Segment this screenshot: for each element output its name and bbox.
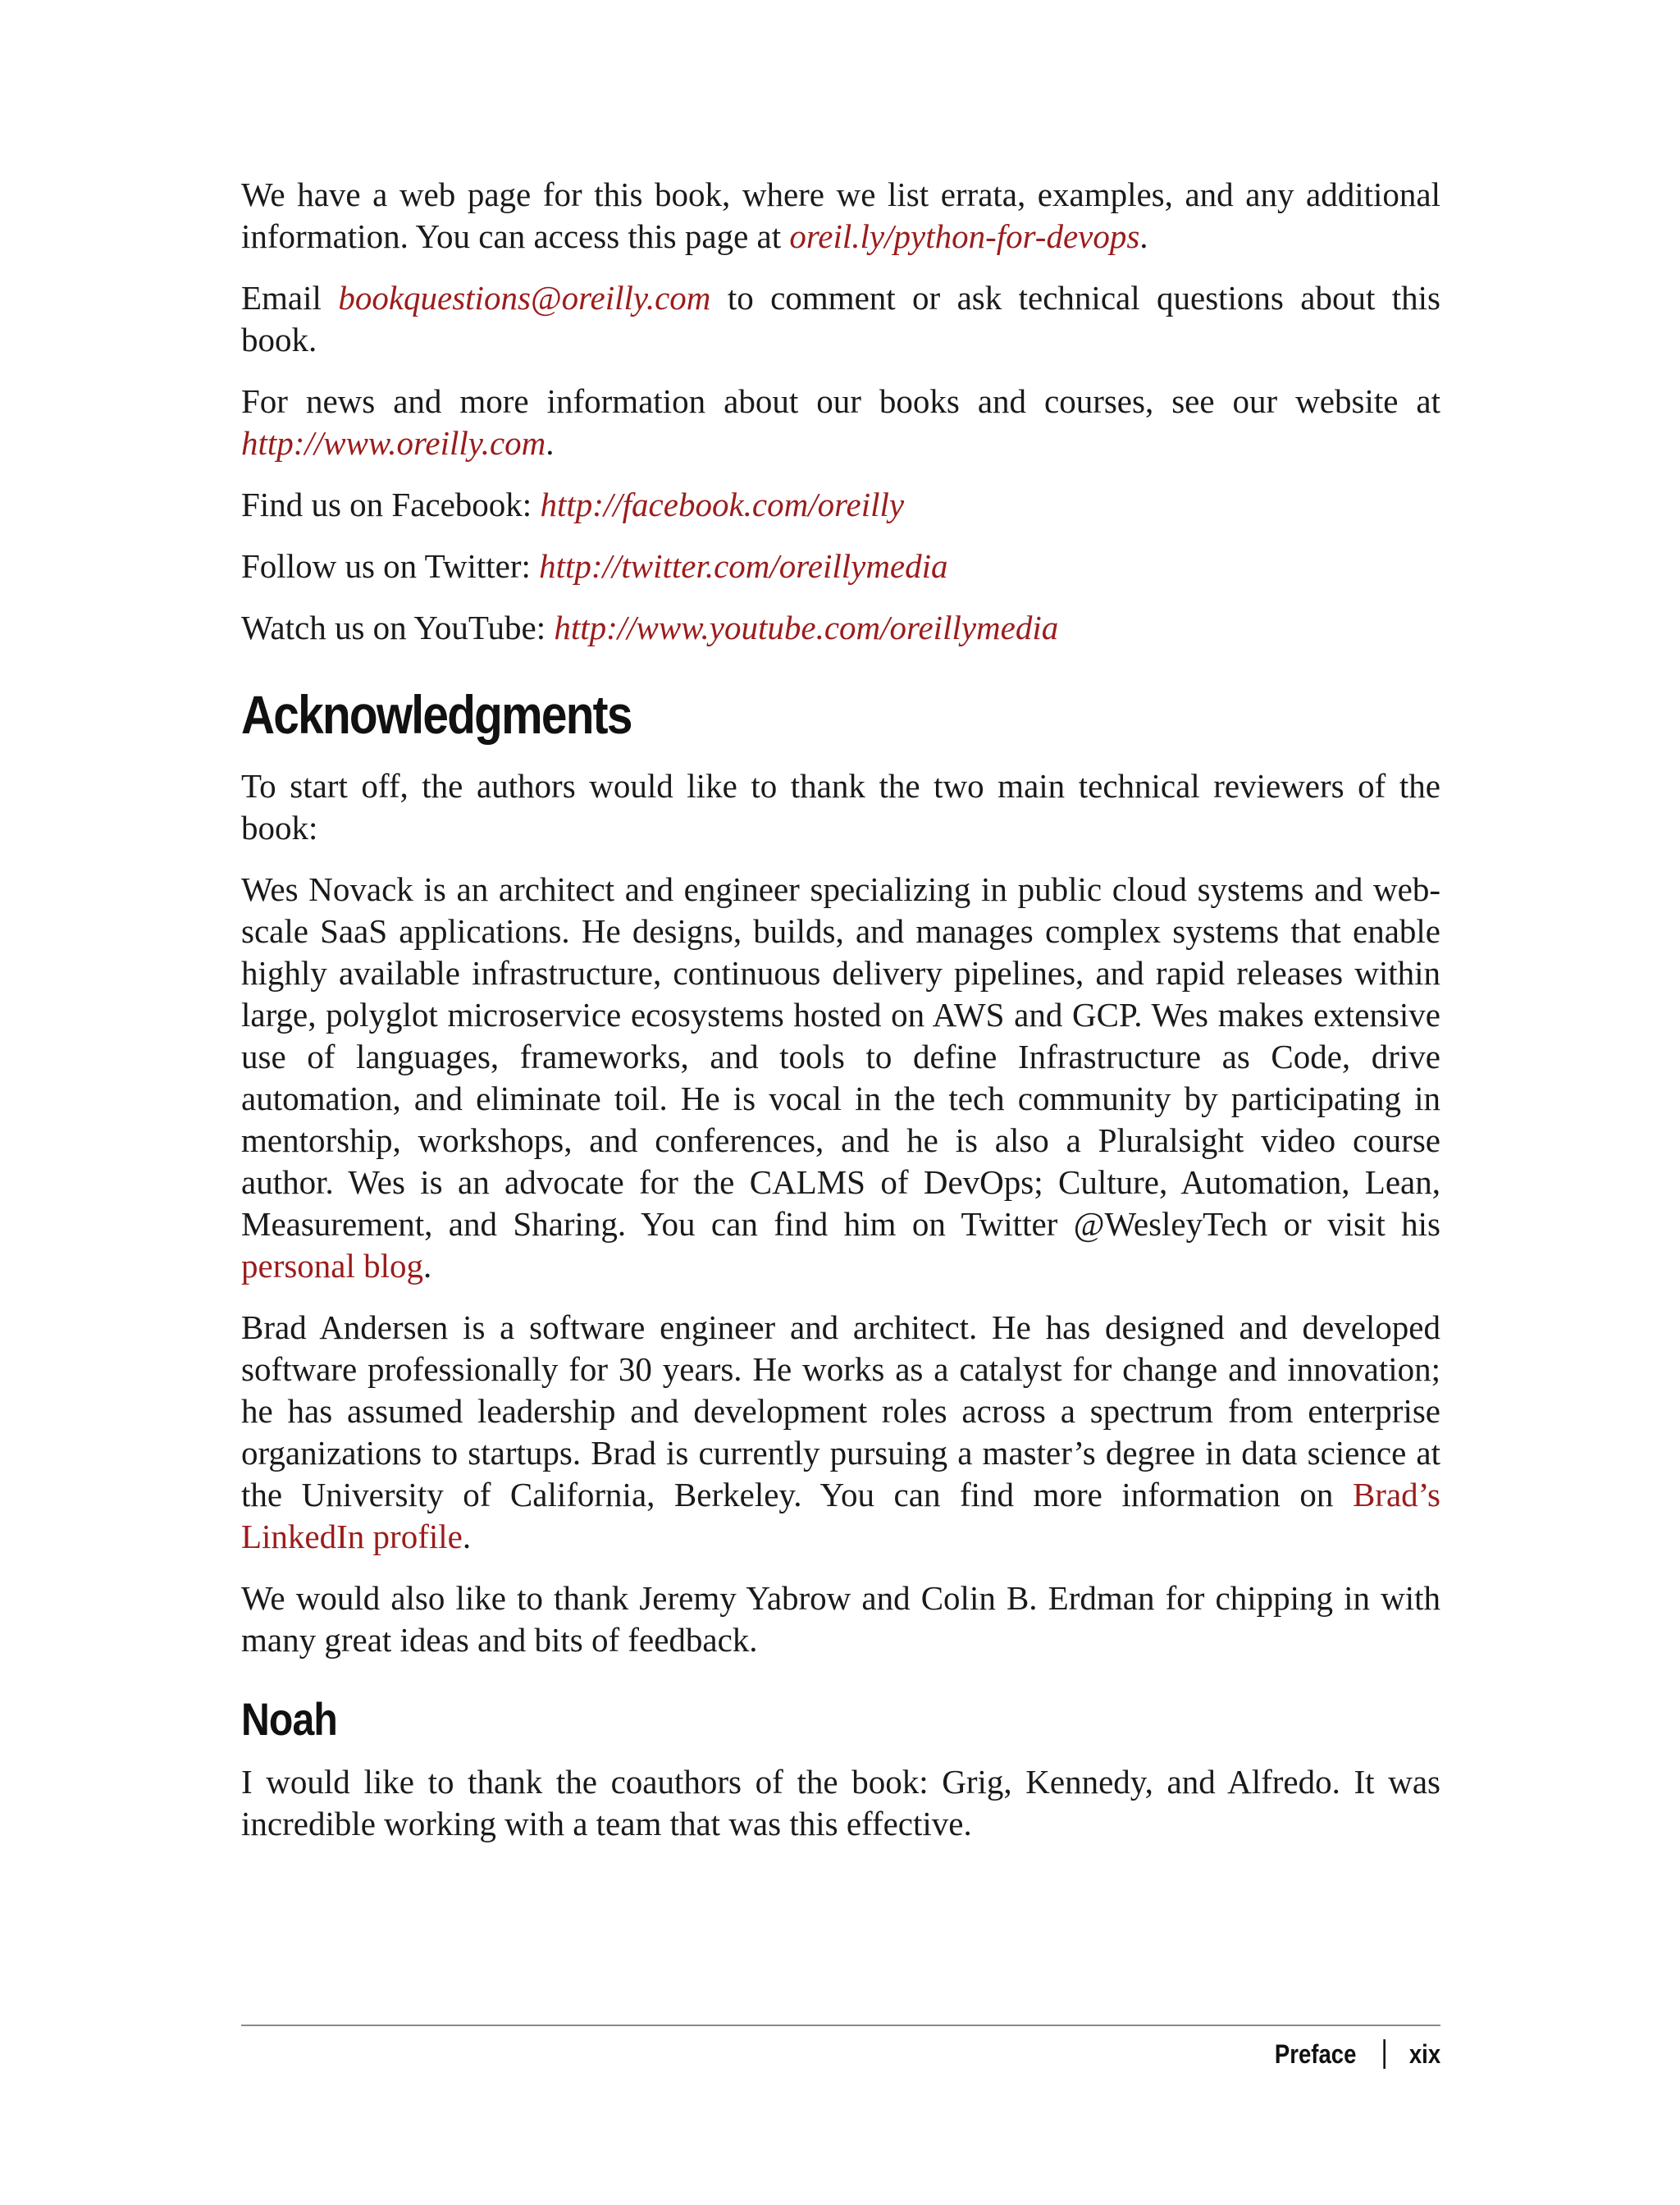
footer-separator xyxy=(1383,2039,1386,2069)
footer-section-name: Preface xyxy=(1274,2039,1357,2069)
email-link[interactable]: bookquestions@oreilly.com xyxy=(338,279,711,317)
errata-link[interactable]: oreil.ly/python-for-devops xyxy=(789,217,1140,255)
youtube-paragraph: Watch us on YouTube: http://www.youtube.com/oreillymedia xyxy=(241,609,1059,646)
acknowledgments-heading: Acknowledgments xyxy=(241,684,632,745)
acknowledgments-intro: To start off, the authors would like to thank the two main technical reviewers of the book: xyxy=(241,767,1440,847)
website-link[interactable]: http://www.oreilly.com xyxy=(241,424,546,462)
website-paragraph: For news and more information about our books and courses, see our website at http://www.oreilly.com. xyxy=(241,382,1440,462)
additional-thanks-paragraph: We would also like to thank Jeremy Yabrow and Colin B. Erdman for chipping in with many great ideas and bits of feedback. xyxy=(241,1579,1440,1659)
facebook-paragraph: Find us on Facebook: http://facebook.com/oreilly xyxy=(241,486,905,523)
twitter-link[interactable]: http://twitter.com/oreillymedia xyxy=(539,547,948,585)
facebook-link[interactable]: http://facebook.com/oreilly xyxy=(540,486,905,523)
noah-paragraph: I would like to thank the coauthors of the book: Grig, Kennedy, and Alfredo. It was incredible working with a team that was this effective. xyxy=(241,1763,1440,1842)
youtube-link[interactable]: http://www.youtube.com/oreillymedia xyxy=(554,609,1059,646)
brad-andersen-paragraph: Brad Andersen is a software engineer and architect. He has designed and developed software professionally for 30 years. He works as a catalyst for change and innovation; he has assumed leadership and development roles across a spectrum from enterprise organizations to startups. Brad is currently pursuing a master’s degree in data science at the University of California, Berkeley. You can find more information on Brad’s LinkedIn profile. xyxy=(241,1308,1440,1555)
footer-divider xyxy=(241,2025,1440,2026)
wes-novack-paragraph: Wes Novack is an architect and engineer specializing in public cloud systems and web-scale SaaS applications. He designs, builds, and manages complex systems that enable highly available infrastructure, continuous delivery pipelines, and rapid releases within large, polyglot microservice ecosystems hosted on AWS and GCP. Wes makes extensive use of languages, frameworks, and tools to define Infrastructure as Code, drive automation, and eliminate toil. He is vocal in the tech community by participating in mentorship, workshops, and conferences, and he is also a Pluralsight video course author. Wes is an advocate for the CALMS of DevOps; Culture, Automation, Lean, Measurement, and Sharing. You can find him on Twitter @WesleyTech or visit his personal blog. xyxy=(241,870,1440,1285)
page-content xyxy=(241,174,1440,1865)
twitter-paragraph: Follow us on Twitter: http://twitter.com/oreillymedia xyxy=(241,547,948,585)
linkedin-profile-link[interactable]: Brad’s LinkedIn profile xyxy=(241,1476,1440,1555)
footer-page-number: xix xyxy=(1408,2039,1440,2069)
page-footer xyxy=(1275,2038,1440,2070)
email-paragraph: Email bookquestions@oreilly.com to comment or ask technical questions about this book. xyxy=(241,279,1440,358)
noah-heading: Noah xyxy=(241,1693,337,1745)
personal-blog-link[interactable]: personal blog xyxy=(241,1247,424,1285)
errata-paragraph: We have a web page for this book, where we list errata, examples, and any additional information. You can access this page at oreil.ly/python-for-devops. xyxy=(241,176,1440,255)
